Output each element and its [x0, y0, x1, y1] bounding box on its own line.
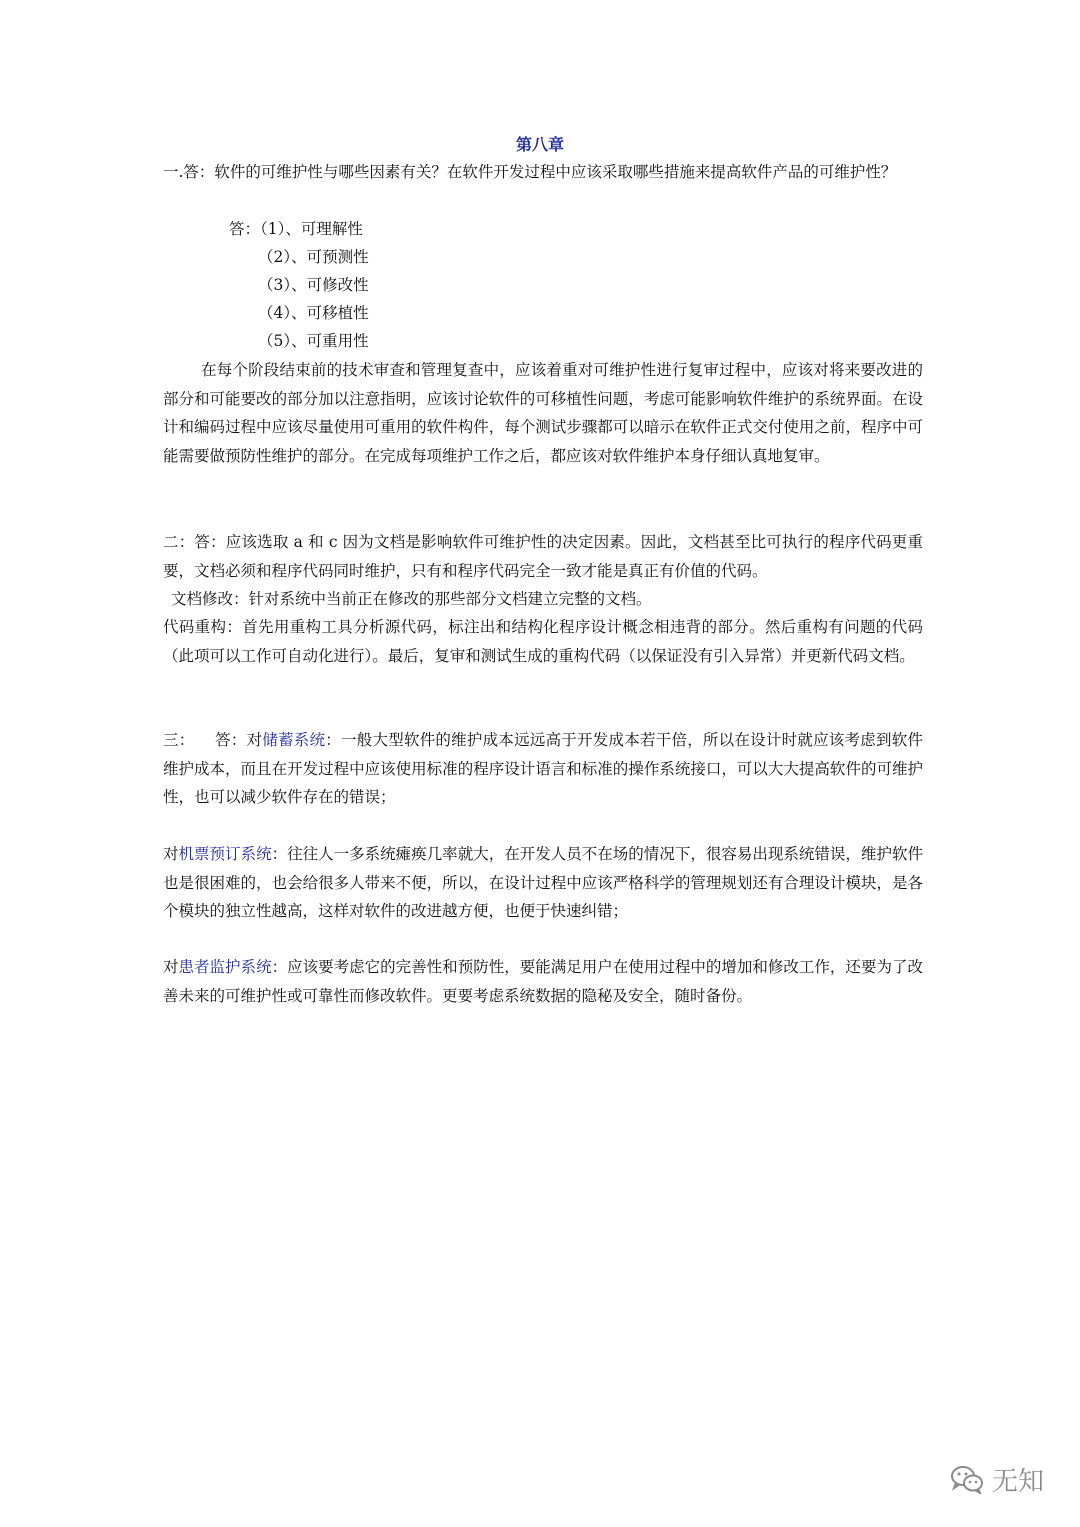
ticket-system-paragraph: [163, 840, 923, 926]
question-1: 一.答：软件的可维护性与哪些因素有关？在软件开发过程中应该采取哪些措施来提高软件产品的可维护性？: [163, 163, 897, 181]
ticket-text: ：往往人一多系统瘫痪几率就大，在开发人员不在场的情况下，很容易出现系统错误，维护软件也是很困难的，也会给很多人带来不便，所以，在设计过程中应该严格科学的管理规划还有合理设计模块，是各个模块的独立性越高，这样对软件的改进越方便，也便于快速纠错；: [163, 845, 923, 920]
watermark-text: 无知: [991, 1466, 1044, 1497]
ticket-prefix: 对: [163, 845, 179, 863]
q1-paragraph: 在每个阶段结束前的技术审查和管理复查中，应该着重对可维护性进行复审过程中，应该对将来要改进的部分和可能要改的部分加以注意指明，应该讨论软件的可移植性问题，考虑可能影响软件维护的系统界面。在设计和编码过程中应该尽量使用可重用的软件构件，每个测试步骤都可以暗示在软件正式交付使用之前，程序中可能需要做预防性维护的部分。在完成每项维护工作之后，都应该对软件维护本身仔细认真地复审。: [163, 361, 923, 465]
storage-system-paragraph: [163, 726, 923, 812]
storage-prefix: 三： 答：对: [163, 731, 263, 749]
q1-answer-item: （5）、可重用性: [258, 332, 369, 350]
storage-system-name: 储蓄系统: [262, 731, 326, 749]
q1-answer-item: （3）、可修改性: [258, 276, 369, 294]
q1-answer-item: （4）、可移植性: [258, 304, 369, 322]
answer-2: 二：答：应该选取 a 和 c 因为文档是影响软件可维护性的决定因素。因此，文档甚至比可执行的程序代码更重要，文档必须和程序代码同时维护，只有和程序代码完全一致才能是真正有价值的代码。: [163, 533, 923, 580]
code-refactor-paragraph: 代码重构：首先用重构工具分析源代码，标注出和结构化程序设计概念相违背的部分。然后重构有问题的代码（此项可以工作可自动化进行）。最后，复审和测试生成的重构代码（以保证没有引入异常）并更新代码文档。: [163, 618, 923, 665]
ticket-system-name: 机票预订系统: [178, 845, 272, 863]
patient-text: ：应该要考虑它的完善性和预防性，要能满足用户在使用过程中的增加和修改工作，还要为了改善未来的可维护性或可靠性而修改软件。更要考虑系统数据的隐秘及安全，随时备份。: [163, 958, 923, 1005]
watermark: [950, 1459, 1044, 1499]
storage-text: ：一般大型软件的维护成本远远高于开发成本若干倍，所以在设计时就应该考虑到软件维护成本，而且在开发过程中应该使用标准的程序设计语言和标准的操作系统接口，可以大大提高软件的可维护性，也可以减少软件存在的错误；: [163, 731, 923, 806]
q1-answer-item: （2）、可预测性: [258, 248, 369, 266]
patient-prefix: 对: [163, 958, 179, 976]
doc-modify-paragraph: 文档修改：针对系统中当前正在修改的那些部分文档建立完整的文档。: [171, 590, 652, 608]
wechat-icon: [950, 1464, 984, 1494]
patient-system-paragraph: [163, 953, 923, 1010]
q1-answer-item: 答：（1）、可理解性: [229, 220, 363, 238]
chapter-title: 第八章: [515, 135, 564, 154]
patient-system-name: 患者监护系统: [178, 958, 272, 976]
